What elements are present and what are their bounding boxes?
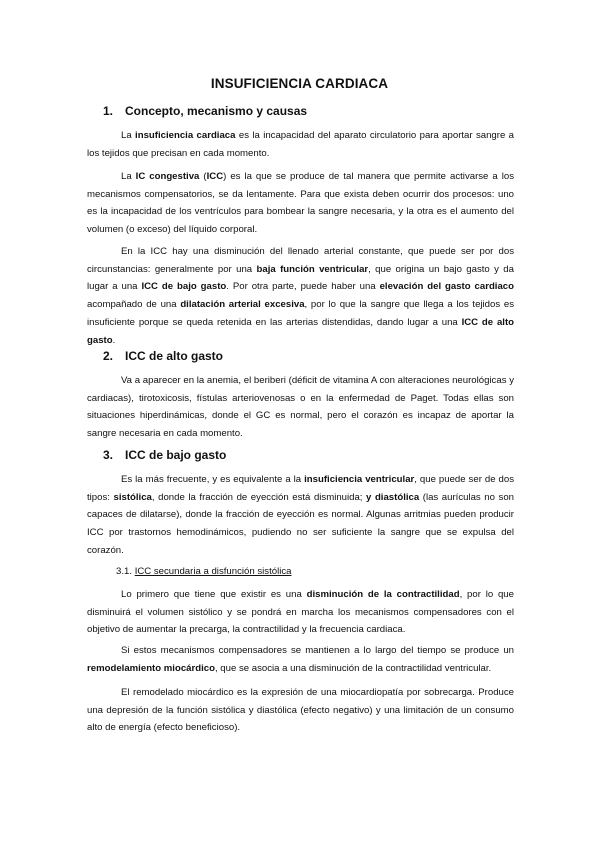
subsection-3-1-paragraph-1: Lo primero que tiene que existir es una disminución de la contractilidad, por lo que disminuirá el volumen sistólico y se pondrá en marcha los mecanismos compensadores con el objetivo de aumentar la precarga, la contractilidad y la frecuencia cardiaca.	[87, 589, 514, 636]
section-3-paragraph-1: Es la más frecuente, y es equivalente a la insuficiencia ventricular, que puede ser de dos tipos: sistólica, donde la fracción de eyección está disminuida; y diastólica (las aurículas no son capaces de dilatarse), donde la fracción de eyección es normal. Algunas arritmias pueden producir ICC por trastornos hemodinámicos, pudiendo no ser suficiente la sangre que se expulsa del corazón.	[87, 474, 514, 556]
subsection-3-1-number: 3.1.	[116, 566, 133, 577]
section-1-paragraph-1: La insuficiencia cardiaca es la incapacidad del aparato circulatorio para aportar sangre a los tejidos que precisan en cada momento.	[87, 130, 514, 159]
document-title: INSUFICIENCIA CARDIACA	[210, 76, 389, 91]
section-3-heading	[103, 448, 226, 462]
section-1-heading	[103, 104, 307, 118]
section-2-title: ICC de alto gasto	[125, 349, 224, 363]
subsection-3-1-title: ICC secundaria a disfunción sistólica	[134, 566, 292, 577]
section-2-number: 2.	[103, 349, 114, 363]
section-2-heading	[103, 349, 223, 363]
subsection-3-1-heading	[116, 566, 291, 577]
section-1-paragraph-3: En la ICC hay una disminución del llenado arterial constante, que puede ser por dos circunstancias: generalmente por una baja función ventricular, que origina un bajo gasto y da lugar a una ICC de bajo gasto. Por otra parte, puede haber una elevación del gasto cardiaco acompañado de una dilatación arterial excesiva, por lo que la sangre que llega a los tejidos es insuficiente porque se queda retenida en las arterias distendidas, dando lugar a una ICC de alto gasto.	[87, 246, 515, 346]
subsection-3-1-paragraph-2: Si estos mecanismos compensadores se mantienen a lo largo del tiempo se produce un remodelamiento miocárdico, que se asocia a una disminución de la contractilidad ventricular.	[87, 645, 514, 674]
section-1-number: 1.	[103, 104, 114, 118]
section-2-paragraph-1: Va a aparecer en la anemia, el beriberi (déficit de vitamina A con alteraciones neurológicas y cardiacas), tirotoxicosis, fístulas arteriovenosas o en la enfermedad de Paget. Todas ellas son situaciones hiperdinámicas, donde el GC es normal, pero el corazón es incapaz de aportar la sangre necesaria en cada momento.	[87, 375, 514, 440]
section-3-number: 3.	[103, 448, 114, 462]
section-3-title: ICC de bajo gasto	[125, 448, 227, 462]
section-1-title: Concepto, mecanismo y causas	[125, 104, 308, 118]
section-1-paragraph-2: La IC congestiva (ICC) es la que se produce de tal manera que permite activarse a los mecanismos compensatorios, se da lentamente. Para que exista deben ocurrir dos procesos: uno es la incapacidad de los ventrículos para bombear la sangre necesaria, y la otra es el aumento del volumen (o exceso) del líquido corporal.	[87, 171, 514, 236]
subsection-3-1-paragraph-3: El remodelado miocárdico es la expresión de una miocardiopatía por sobrecarga. Produce una depresión de la función sistólica y diastólica (efecto negativo) y una limitación de un consumo alto de energía (efecto beneficioso).	[87, 687, 514, 734]
